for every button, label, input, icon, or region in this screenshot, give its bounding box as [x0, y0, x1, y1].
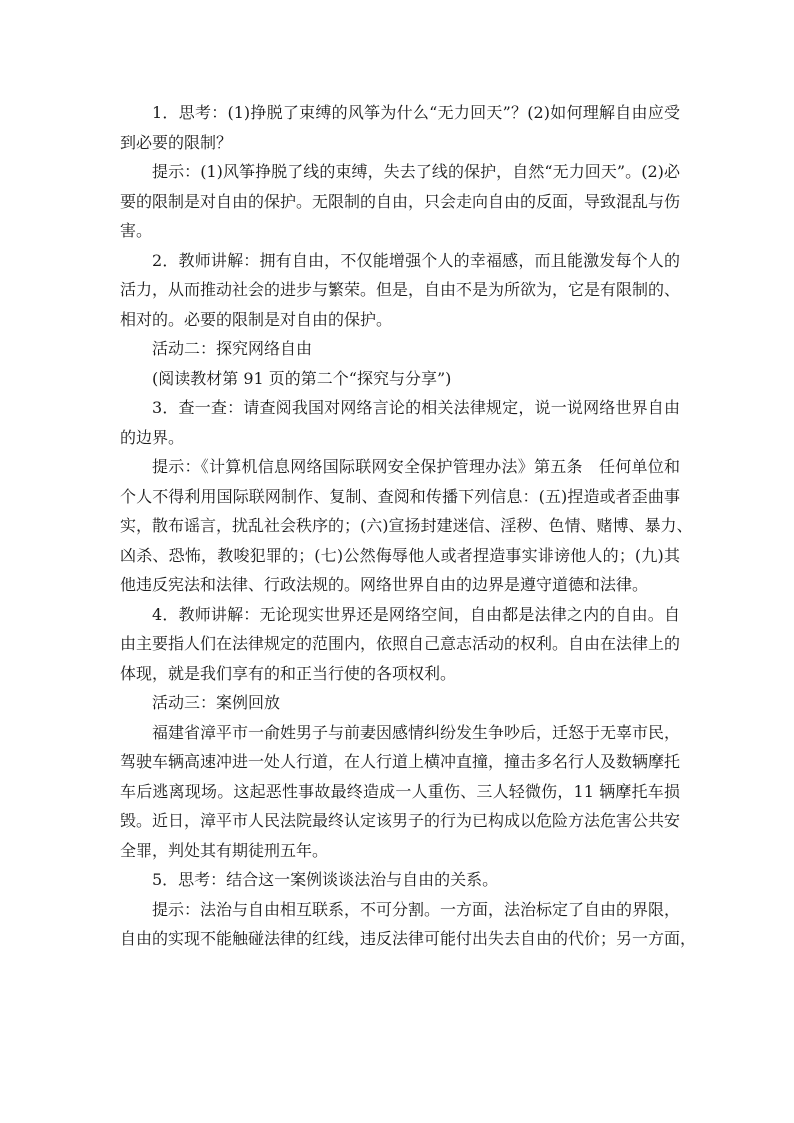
text-line: 体现，就是我们享有的和正当行使的各项权利。: [120, 663, 457, 683]
text-line: 提示：法治与自由相互联系，不可分割。一方面，法治标定了自由的界限，: [152, 899, 681, 919]
text-line: 驾驶车辆高速冲进一处人行道，在人行道上横冲直撞，撞击多名行人及数辆摩托: [120, 752, 681, 771]
paragraph-reading: [120, 364, 680, 394]
text-line: 实，散布谣言，扰乱社会秩序的；(六)宣扬封建迷信、淫秽、色情、赌博、暴力、: [120, 516, 693, 535]
text-line: 车后逃离现场。这起恶性事故最终造成一人重伤、三人轻微伤，11 辆摩托车损: [120, 781, 680, 801]
text-line: 由主要指人们在法律规定的范围内，依照自己意志活动的权利。自由在法律上的: [120, 634, 681, 653]
text-line: 提示：(1)风筝挣脱了线的束缚，失去了线的保护，自然“无力回天”。(2)必: [152, 162, 680, 181]
paragraph-case: [120, 718, 680, 866]
paragraph-hint1: [120, 157, 680, 246]
text-line: 全罪，判处其有期徒刑五年。: [120, 840, 329, 860]
text-line: 活动三：案例回放: [152, 693, 281, 712]
paragraph-hint5: [120, 895, 697, 954]
text-line: (阅读教材第 91 页的第二个“探究与分享”): [152, 368, 452, 388]
text-line: 1．思考：(1)挣脱了束缚的风筝为什么“无力回天”？(2)如何理解自由应受: [152, 103, 680, 122]
paragraph-q5: [120, 865, 680, 895]
paragraph-activity3: [120, 688, 680, 718]
text-line: 他违反宪法和法律、行政法规的。网络世界自由的边界是遵守道德和法律。: [120, 575, 649, 594]
text-line: 个人不得利用国际联网制作、复制、查阅和传播下列信息：(五)捏造或者歪曲事: [120, 486, 680, 506]
paragraph-hint3: [120, 452, 693, 600]
paragraph-teach4: [120, 600, 680, 689]
text-line: 4．教师讲解：无论现实世界还是网络空间，自由都是法律之内的自由。自: [152, 604, 680, 624]
paragraph-activity2: [120, 334, 680, 364]
text-line: 自由的实现不能触碰法律的红线，违反法律可能付出失去自由的代价；另一方面，: [120, 929, 697, 948]
document-body: [120, 98, 697, 954]
text-line: 3．查一查：请查阅我国对网络言论的相关法律规定，说一说网络世界自由: [152, 398, 680, 417]
text-line: 活动二：探究网络自由: [152, 339, 313, 358]
text-line: 福建省漳平市一俞姓男子与前妻因感情纠纷发生争吵后，迁怒于无辜市民，: [152, 722, 681, 742]
text-line: 要的限制是对自由的保护。无限制的自由，只会走向自由的反面，导致混乱与伤: [120, 191, 681, 211]
paragraph-teach2: [120, 246, 680, 335]
text-line: 2．教师讲解：拥有自由，不仅能增强个人的幸福感，而且能激发每个人的: [152, 250, 680, 270]
paragraph-q3: [120, 393, 680, 452]
text-line: 相对的。必要的限制是对自由的保护。: [120, 309, 393, 329]
text-line: 害。: [120, 221, 153, 240]
text-line: 凶杀、恐怖，教唆犯罪的；(七)公然侮辱他人或者捏造事实诽谤他人的；(九)其: [120, 545, 680, 565]
text-line: 5．思考：结合这一案例谈谈法治与自由的关系。: [152, 870, 499, 889]
text-line: 毁。近日，漳平市人民法院最终认定该男子的行为已构成以危险方法危害公共安: [120, 811, 681, 830]
text-line: 活力，从而推动社会的进步与繁荣。但是，自由不是为所欲为，它是有限制的、: [120, 280, 681, 299]
text-line: 提示：《计算机信息网络国际联网安全保护管理办法》第五条 任何单位和: [152, 457, 680, 476]
text-line: 的边界。: [120, 427, 185, 447]
text-line: 到必要的限制？: [120, 132, 233, 152]
paragraph-q1: [120, 98, 680, 157]
